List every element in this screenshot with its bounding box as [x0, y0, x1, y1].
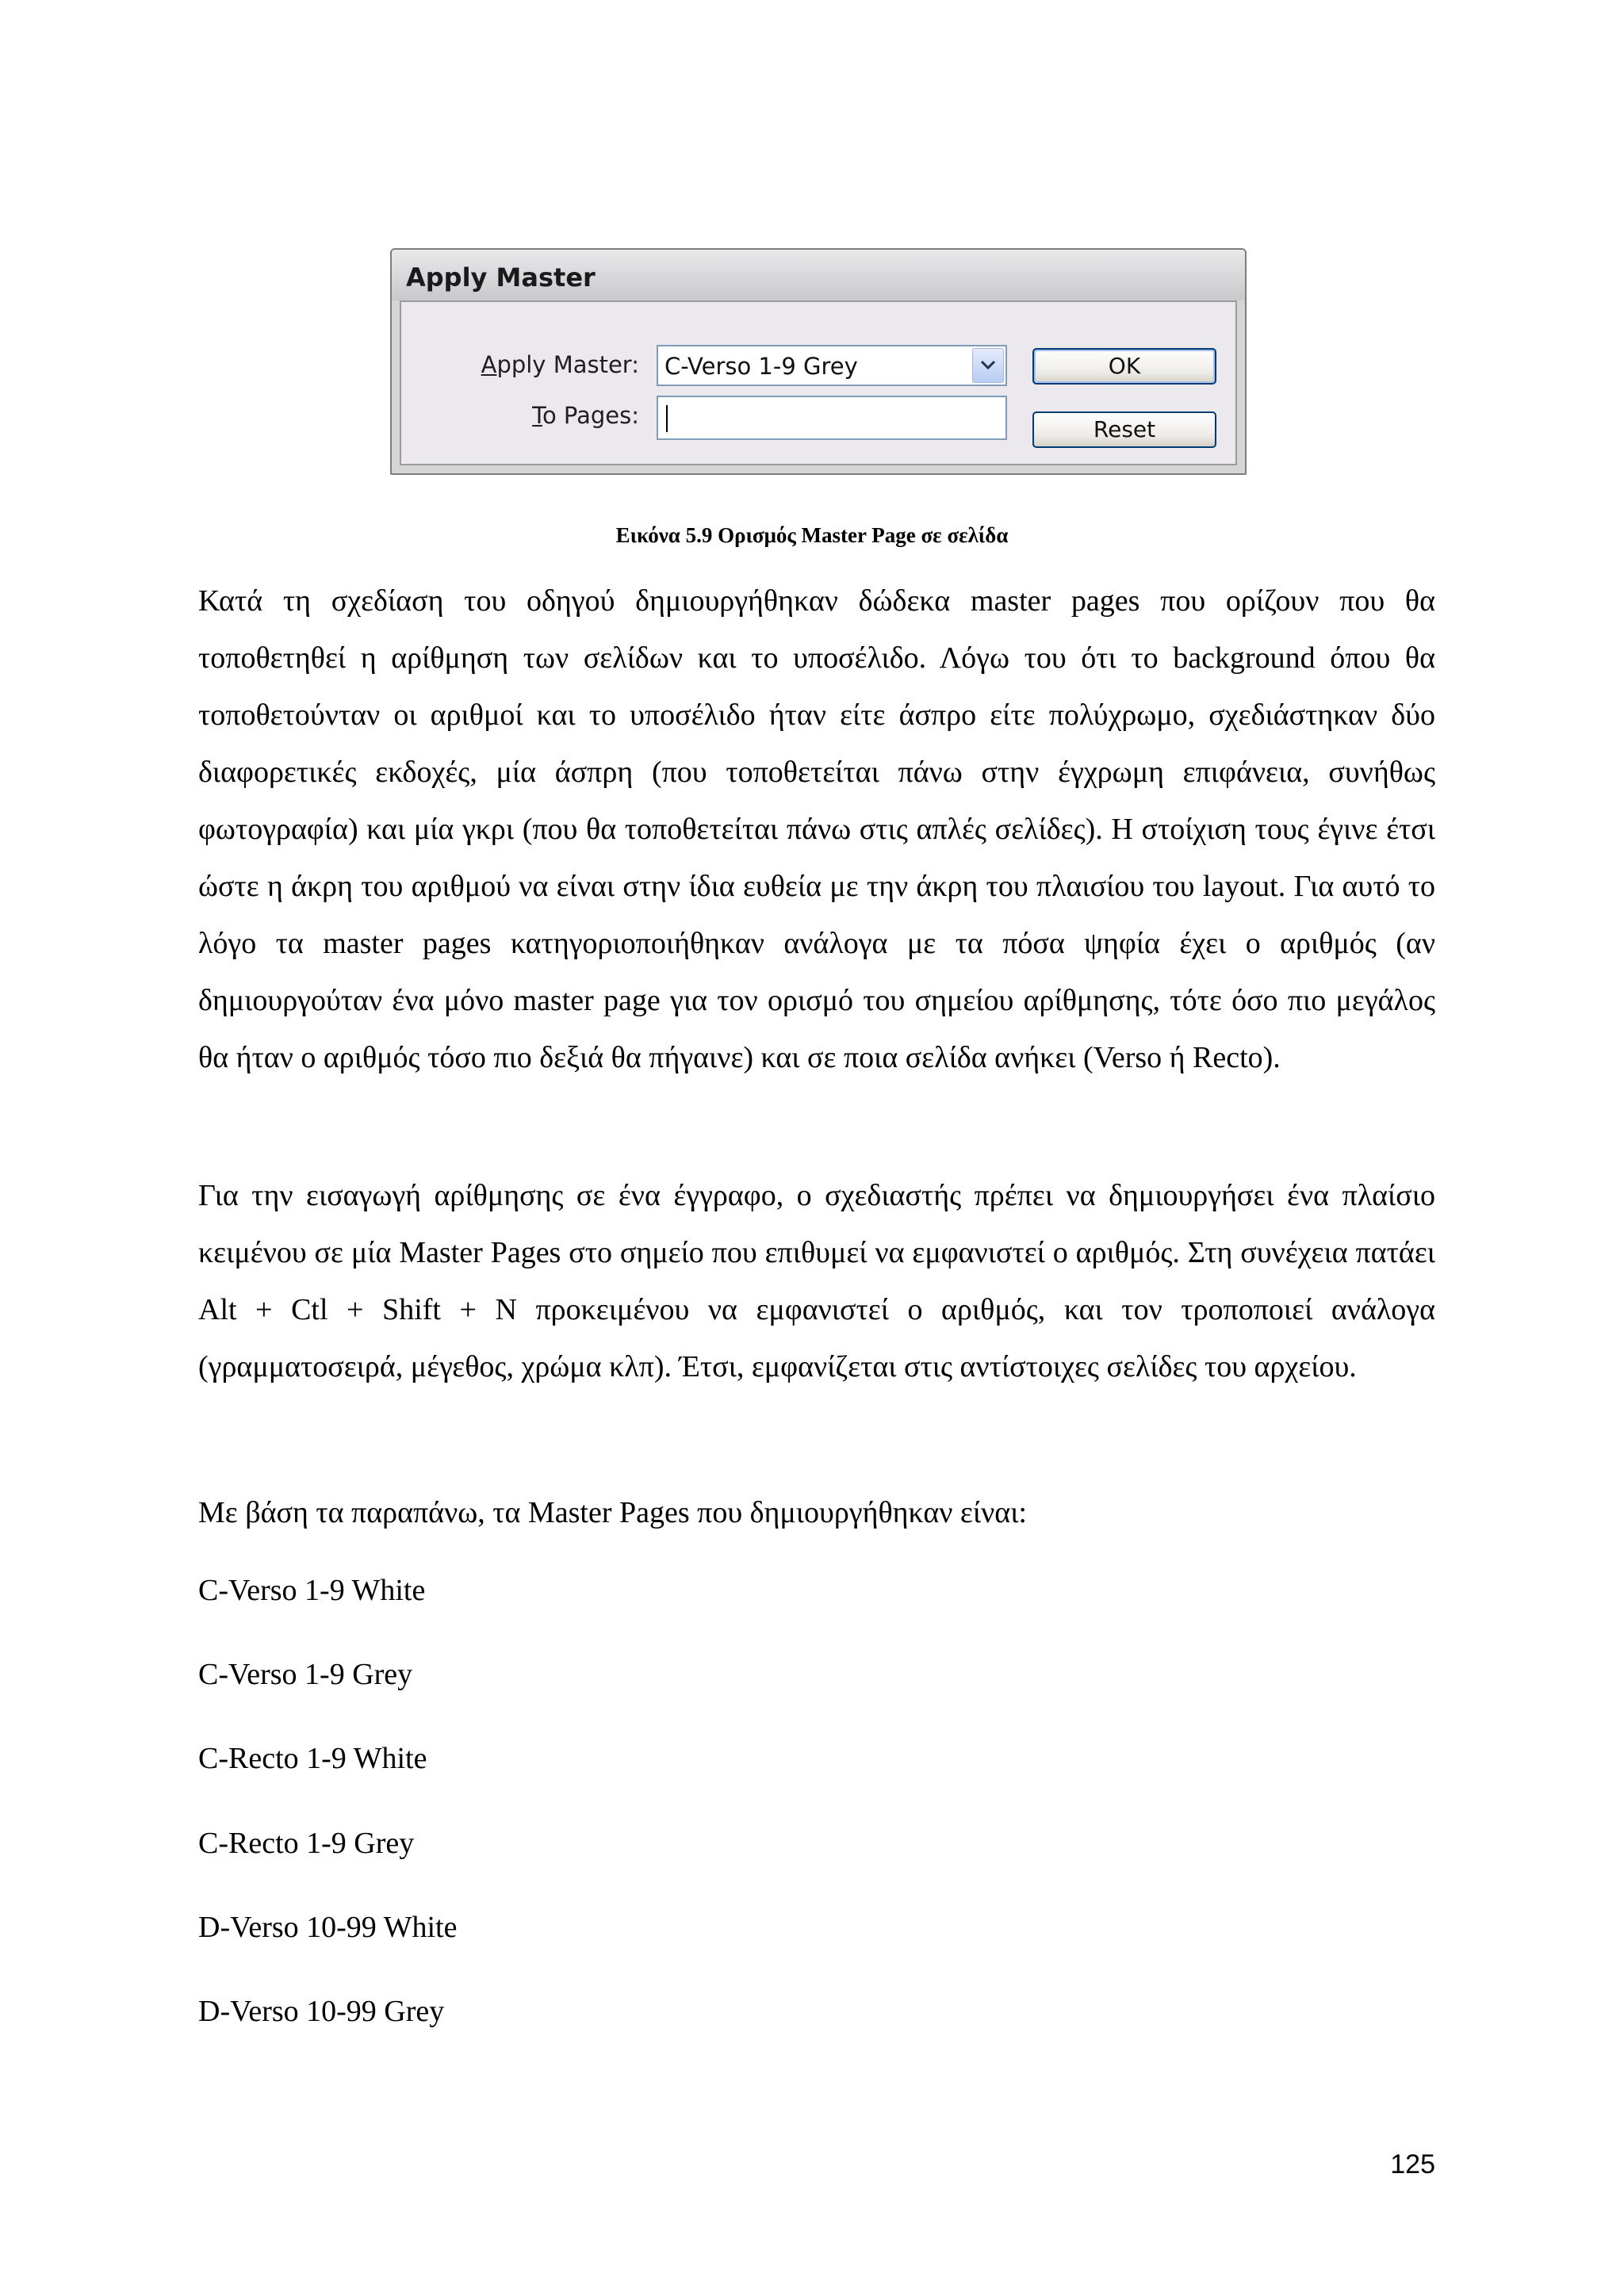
master-page-item: D-Verso 10-99 White: [198, 1911, 458, 1944]
chevron-down-icon[interactable]: [972, 348, 1004, 383]
reset-button[interactable]: Reset: [1032, 411, 1216, 448]
master-page-item: D-Verso 10-99 Grey: [198, 1995, 445, 2028]
figure-caption: Εικόνα 5.9 Ορισμός Master Page σε σελίδα: [615, 523, 1009, 547]
apply-master-select[interactable]: [657, 345, 1007, 386]
master-page-item: C-Verso 1-9 Grey: [198, 1658, 413, 1691]
to-pages-label-rest: o Pages:: [542, 402, 639, 429]
to-pages-input[interactable]: [657, 396, 1007, 440]
dialog-title: Apply Master: [406, 262, 596, 293]
apply-master-dialog: [390, 248, 1247, 475]
apply-master-label-accel: A: [481, 351, 497, 378]
master-page-item: C-Verso 1-9 White: [198, 1574, 426, 1607]
ok-button[interactable]: OK: [1032, 348, 1216, 385]
page-number: 125: [1390, 2149, 1435, 2179]
dialog-body: [400, 300, 1237, 465]
body-paragraph-3: Με βάση τα παραπάνω, τα Master Pages που δημιουργήθηκαν είναι:: [198, 1496, 1027, 1529]
master-page-item: C-Recto 1-9 Grey: [198, 1827, 415, 1860]
apply-master-label: [401, 351, 639, 378]
apply-master-select-value: C-Verso 1-9 Grey: [665, 353, 858, 380]
dialog-titlebar: [392, 250, 1245, 300]
body-paragraph-1: Κατά τη σχεδίαση του οδηγού δημιουργήθηκαν δώδεκα master pages που ορίζουν που θα τοποθετηθεί η αρίθμηση των σελίδων και το υποσέλιδο. Λόγω του ότι το background όπου θα τοποθετούνταν οι αριθμοί και το υποσέλιδο ήταν είτε άσπρο είτε πολύχρωμο, σχεδιάστηκαν δύο διαφορετικές εκδοχές, μία άσπρη (που τοποθετείται πάνω στην έγχρωμη επιφάνεια, συνήθως φωτογραφία) και μία γκρι (που θα τοποθετείται πάνω στις απλές σελίδες). Η στοίχιση τους έγινε έτσι ώστε η άκρη του αριθμού να είναι στην ίδια ευθεία με την άκρη του πλαισίου του layout. Για αυτό το λόγο τα master pages κατηγοριοποιήθηκαν ανάλογα με τα πόσα ψηφία έχει ο αριθμός (αν δημιουργούταν ένα μόνο master page για τον ορισμό του σημείου αρίθμησης, τότε όσο πιο μεγάλος θα ήταν ο αριθμός τόσο πιο δεξιά θα πήγαινε) και σε ποια σελίδα ανήκει (Verso ή Recto).: [198, 584, 1435, 1074]
body-paragraph-2: Για την εισαγωγή αρίθμησης σε ένα έγγραφο, ο σχεδιαστής πρέπει να δημιουργήσει ένα πλαίσιο κειμένου σε μία Master Pages στο σημείο που επιθυμεί να εμφανιστεί ο αριθμός. Στη συνέχεια πατάει Alt + Ctl + Shift + N προκειμένου να εμφανιστεί ο αριθμός, και τον τροποποιεί ανάλογα (γραμματοσειρά, μέγεθος, χρώμα κλπ). Έτσι, εμφανίζεται στις αντίστοιχες σελίδες του αρχείου.: [198, 1179, 1435, 1383]
to-pages-label-accel: T: [532, 402, 542, 429]
apply-master-label-rest: pply Master:: [496, 351, 639, 378]
to-pages-label: [401, 402, 639, 429]
master-page-item: C-Recto 1-9 White: [198, 1742, 427, 1775]
text-caret: [666, 405, 668, 432]
